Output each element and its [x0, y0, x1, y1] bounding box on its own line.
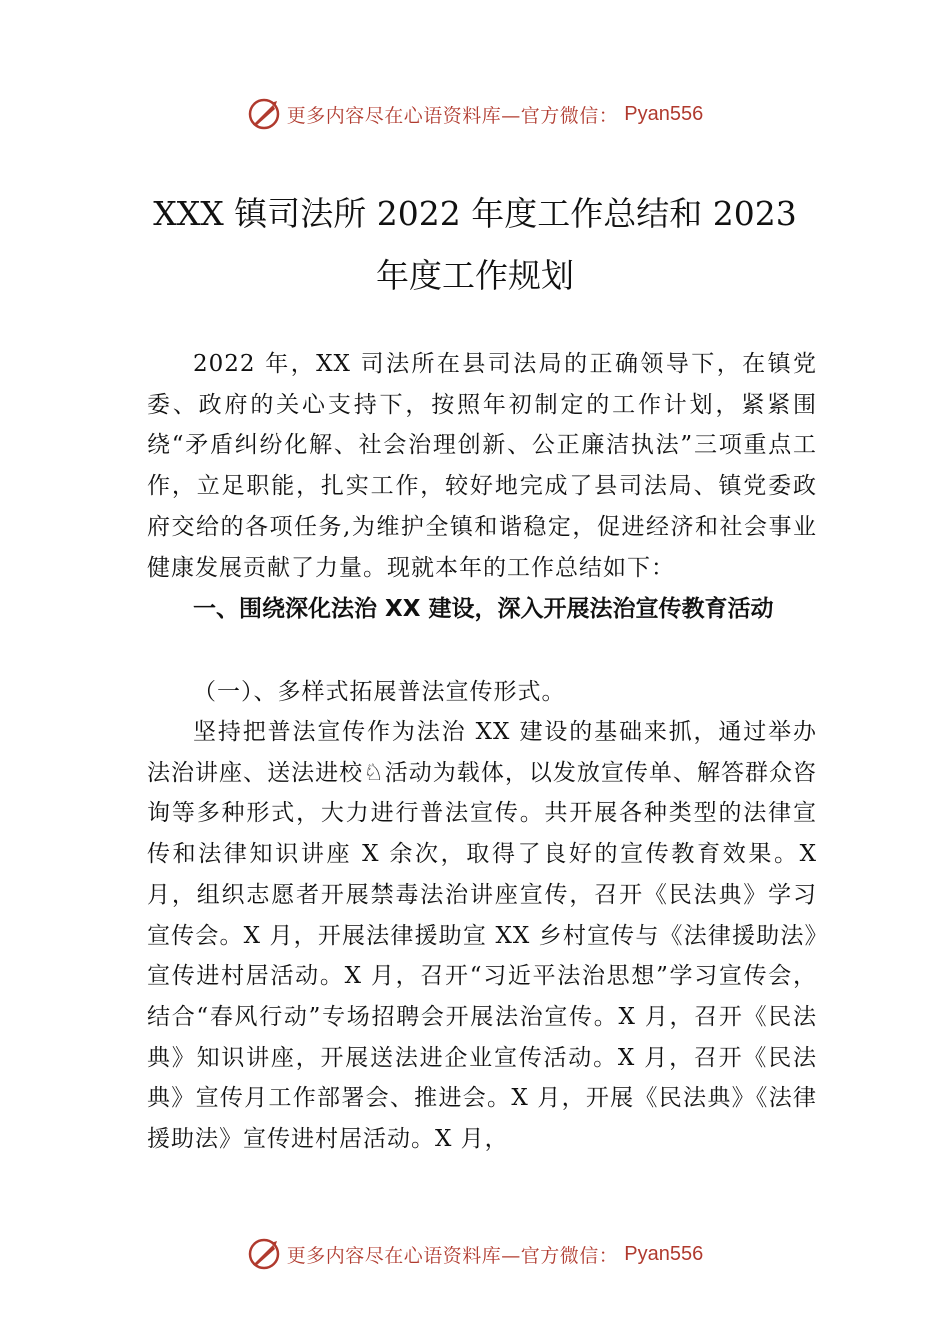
- document-title-line-2: 年度工作规划: [376, 256, 574, 295]
- watermark-wechat-id: Pyan556: [624, 1242, 704, 1265]
- subsection-heading-1: （一）、多样式拓展普法宣传形式。: [193, 679, 566, 705]
- watermark-header: [0, 94, 950, 134]
- quill-logo-icon: [247, 1237, 281, 1271]
- document-title-line-1: XXX 镇司法所 2022 年度工作总结和 2023: [153, 194, 797, 233]
- quill-logo-icon: [247, 97, 281, 131]
- watermark-text: 更多内容尽在心语资料库—官方微信：: [286, 1244, 619, 1267]
- watermark-footer: [0, 1234, 950, 1274]
- watermark-wechat-id: Pyan556: [624, 102, 704, 125]
- watermark-text: 更多内容尽在心语资料库—官方微信：: [286, 104, 619, 127]
- subsection-body-1: 坚持把普法宣传作为法治 XX 建设的基础来抓，通过举办法治讲座、送法进校♘活动为载体，以发放宣传单、解答群众咨询等多种形式，大力进行普法宣传。共开展各种类型的法律宣传和法律知识讲座 X 余次，取得了良好的宣传教育效果。X 月，组织志愿者开展禁毒法治讲座宣传，召开《民法典》学习宣传会。X 月，开展法律援助宣 XX 乡村宣传与《法律援助法》宣传进村居活动。X 月，召开“习近平法治思想”学习宣传会，结合“春风行动”专场招聘会开展法治宣传。X 月，召开《民法典》知识讲座，开展送法进企业宣传活动。X 月，召开《民法典》宣传月工作部署会、推进会。X 月，开展《民法典》《法律援助法》宣传进村居活动。X 月，: [147, 719, 817, 1153]
- section-heading-1: 一、围绕深化法治 XX 建设，深入开展法治宣传教育活动: [193, 596, 774, 622]
- intro-paragraph: 2022 年，XX 司法所在县司法局的正确领导下，在镇党委、政府的关心支持下，按照年初制定的工作计划，紧紧围绕“矛盾纠纷化解、社会治理创新、公正廉洁执法”三项重点工作，立足职能，扎实工作，较好地完成了县司法局、镇党委政府交给的各项任务,为维护全镇和谐稳定，促进经济和社会事业健康发展贡献了力量。现就本年的工作总结如下：: [147, 351, 817, 581]
